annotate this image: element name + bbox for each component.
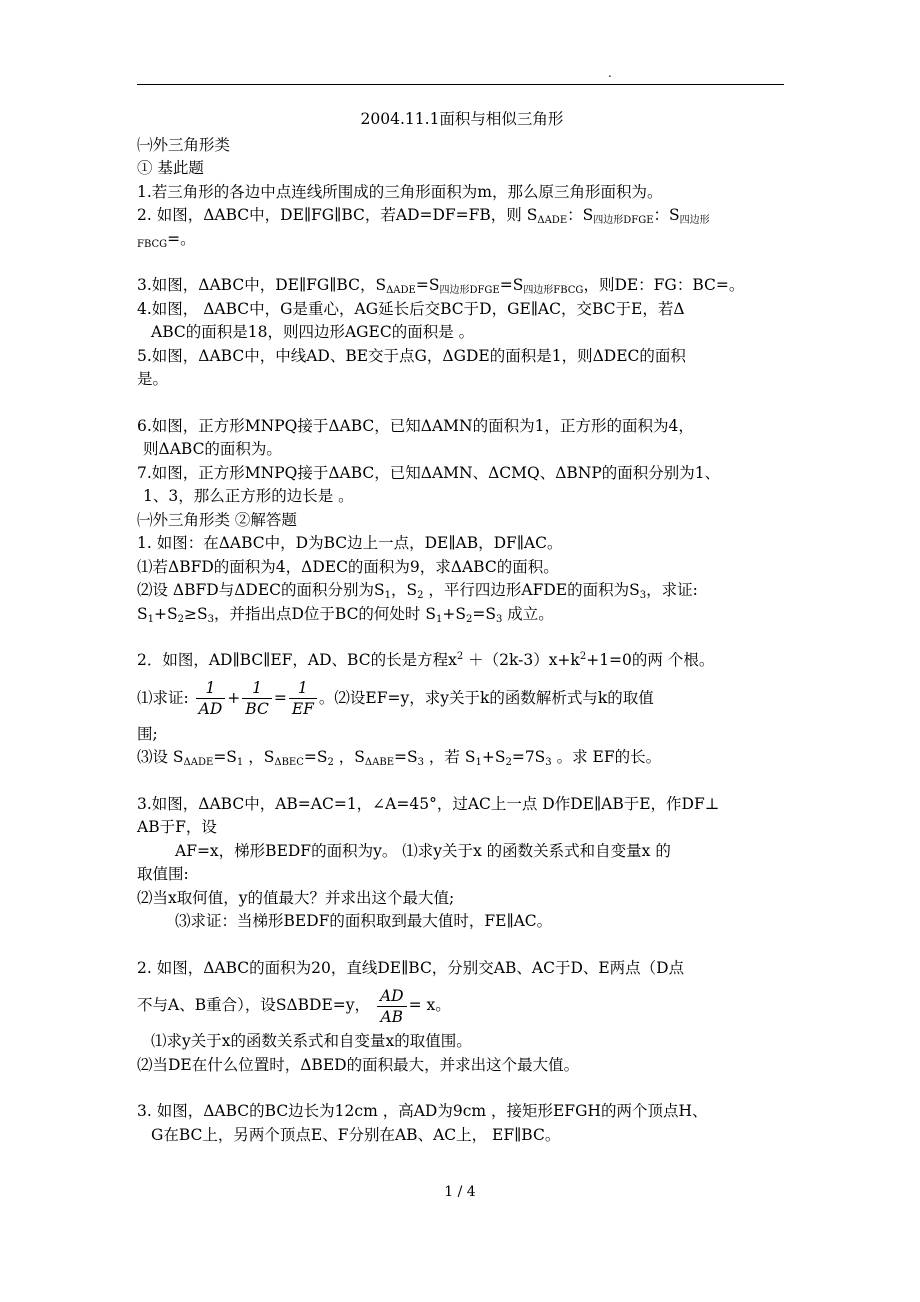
header-dot: . — [608, 66, 612, 80]
doc-title: 2004.11.1面积与相似三角形 — [360, 110, 564, 128]
question-1: 1.若三角形的各边中点连线所围成的三角形面积为m，那么原三角形面积为。 — [137, 182, 663, 201]
question-5-cont: 是。 — [137, 370, 169, 388]
question-3: 3.如图，ΔABC中，DE∥FG∥BC，$S_{\Delta ADE}=S_{四边形DFGE}=S_{四边形FBCG}$，则DE：FG：BC=。 — [137, 276, 745, 296]
question-6: 6.如图，正方形MNPQ接于ΔABC，已知ΔAMN的面积为1，正方形的面积为4， — [137, 416, 694, 435]
question-4-cont: ABC的面积是18，则四边形AGEC的面积是 。 — [151, 323, 475, 341]
problem-3-part-1: AF=x，梯形BEDF的面积为y。 ⑴求y关于x 的函数关系式和自变量x 的 — [175, 841, 671, 860]
problem-1-part-2-cont: $S_1+S_2\ge S_3$，并指出点D位于BC的何处时 $S_1+S_2=S_3$ 成立。 — [137, 604, 554, 625]
problem-1: 1. 如图：在ΔABC中，D为BC边上一点，DE∥AB，DF∥AC。 — [137, 534, 563, 552]
problem-3-part-2: ⑵当x取何值，y的值最大？并求出这个最大值; — [137, 888, 455, 907]
problem-2-part-1-cont: 围; — [137, 724, 158, 743]
question-7-cont: 1、3，那么正方形的边长是 。 — [143, 487, 354, 505]
section-heading-1: ㈠外三角形类 — [137, 135, 231, 154]
document-body — [137, 108, 787, 1147]
problem-3-part-1-cont: 取值围: — [137, 865, 189, 883]
problem-2-part-1: ⑴求证: $\frac{1}{AD}$ + $\frac{1}{BC}$ = $\frac{1}{EF}$ 。⑵设EF=y，求y关于k的函数解析式与k的取值 — [137, 679, 654, 718]
problem-2-part-3: ⑶设 $S_{\Delta ADE}=S_1$ ，$S_{\Delta BEC}=S_2$ ，$S_{\Delta ABE}=S_3$ ，若 $S_1+S_2=7S_3$ 。求 EF的长。 — [137, 748, 662, 768]
problem-4: 2. 如图，ΔABC的面积为20，直线DE∥BC，分别交AB、AC于D、E两点（D点 — [137, 958, 685, 977]
fraction-1-over-ad: $\frac{1}{AD}$ — [196, 678, 226, 719]
problem-5: 3. 如图，ΔABC的BC边长为12cm ，高AD为9cm ，接矩形EFGH的两个顶点H、 — [137, 1102, 708, 1120]
page-number: 1 / 4 — [444, 1184, 476, 1200]
question-7: 7.如图，正方形MNPQ接于ΔABC，已知ΔAMN、ΔCMQ、ΔBNP的面积分别为1、 — [137, 463, 721, 482]
problem-4-cont: 不与A、B重合），设SΔBDE=y， $\frac{AD}{AB}$ = x。 — [137, 986, 451, 1026]
problem-5-cont: G在BC上，另两个顶点E、F分别在AB、AC上， EF∥BC。 — [151, 1125, 561, 1144]
problem-3-cont: AB于F，设 — [137, 818, 217, 836]
question-2-cont: $_{FBCG}$=。 — [137, 229, 196, 250]
fraction-1-over-bc: $\frac{1}{BC}$ — [242, 678, 272, 719]
question-6-cont: 则ΔABC的面积为。 — [143, 440, 282, 458]
problem-1-part-2: ⑵设 ΔBFD与ΔDEC的面积分别为$S_1$，$S_2$ ，平行四边形AFDE的面积为$S_3$，求证: — [137, 581, 698, 601]
fraction-ad-over-ab: $\frac{AD}{AB}$ — [377, 986, 407, 1027]
problem-3: 3.如图，ΔABC中，AB=AC=1，∠A=45°，过AC上一点 D作DE∥AB于E，作DF⊥ — [137, 794, 720, 813]
header-rule — [137, 84, 784, 85]
problem-4-part-1: ⑴求y关于x的函数关系式和自变量x的取值围。 — [151, 1032, 472, 1050]
problem-3-part-3: ⑶求证：当梯形BEDF的面积取到最大值时，FE∥AC。 — [175, 912, 553, 930]
fraction-1-over-ef: $\frac{1}{EF}$ — [289, 678, 317, 719]
problem-4-part-2: ⑵当DE在什么位置时，ΔBED的面积最大，并求出这个最大值。 — [137, 1055, 580, 1074]
problem-1-part-1: ⑴若ΔBFD的面积为4，ΔDEC的面积为9，求ΔABC的面积。 — [137, 557, 559, 576]
section-heading-2: ㈠外三角形类 ②解答题 — [137, 510, 297, 529]
question-4: 4.如图， ΔABC中，G是重心，AG延长后交BC于D，GE∥AC，交BC于E，若Δ — [137, 299, 685, 318]
question-5: 5.如图，ΔABC中，中线AD、BE交于点G，ΔGDE的面积是1，则ΔDEC的面积 — [137, 346, 686, 365]
problem-2: 2．如图，AD∥BC∥EF，AD、BC的长是方程$x^2 +(2k-3)x+k^2+1=0$的两 个根。 — [137, 651, 715, 669]
question-2: 2. 如图，ΔABC中，DE∥FG∥BC，若AD=DF=FB，则 $S_{\Delta ADE}$：$S_{四边形DFGE}$：$S_{四边形}$ — [137, 206, 710, 226]
subsection-heading: ① 基此题 — [137, 159, 204, 177]
